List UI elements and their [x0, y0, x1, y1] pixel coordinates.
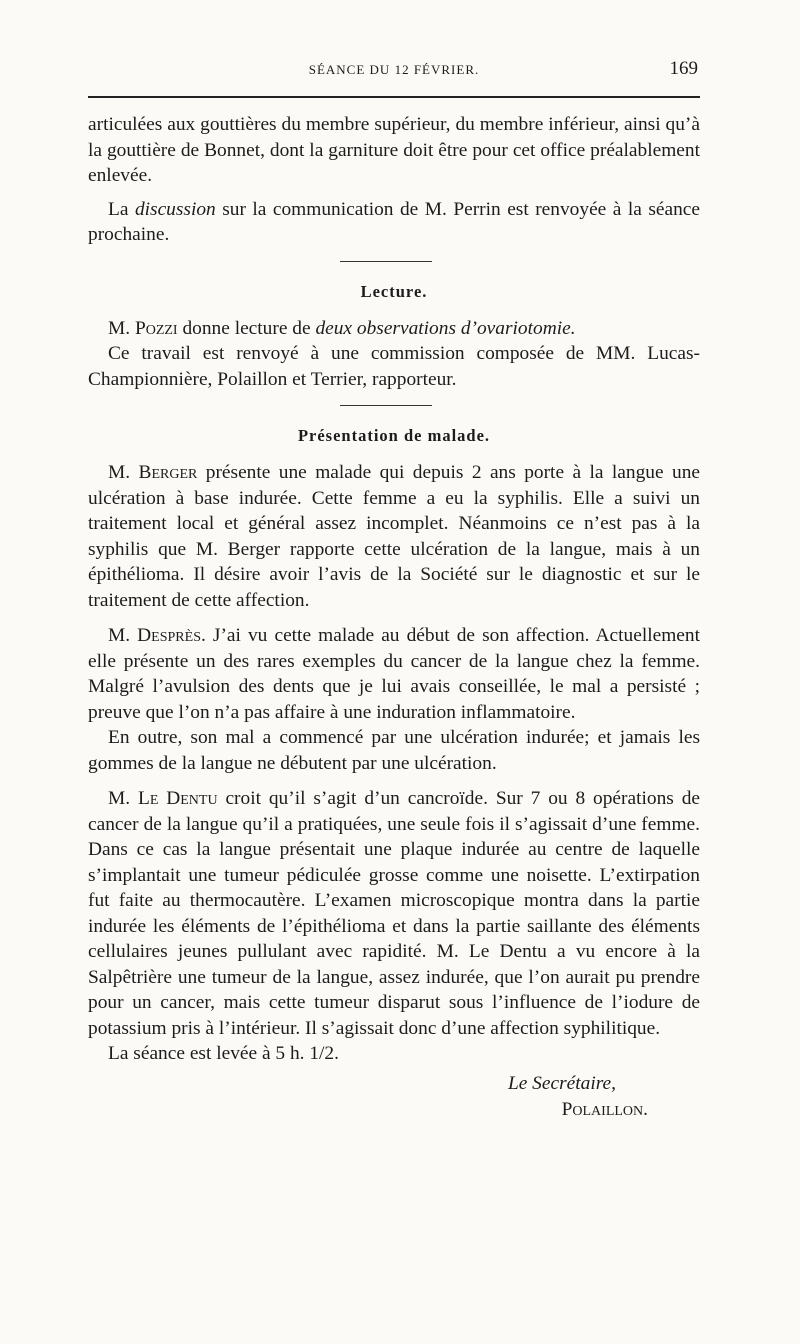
section-heading-lecture: Lecture. [360, 281, 428, 301]
signature-name: Polaillon. [561, 1098, 648, 1120]
section-divider [340, 261, 432, 262]
paragraph-pozzi: M. Pozzi donne lecture de deux observations d’ovariotomie. [108, 317, 576, 339]
section-divider [340, 405, 432, 406]
paragraph-le-dentu: M. Le Dentu croit qu’il s’agit d’un cancroïde. Sur 7 ou 8 opérations de cancer de la langue qu’il a pratiquées, une seule fois il s’agissait d’une femme. Dans ce cas la langue présentait une plaque indurée au centre de laquelle s’implantait une tumeur pédiculée grosse comme une noisette. L’extirpation fut faite au thermocautère. L’examen microscopique montra dans la partie indurée les éléments de l’épithélioma et dans la partie saillante des éléments cellulaires jeunes pullulant avec rapidité. M. Le Dentu a vu encore à la Salpêtrière une tumeur de la langue, assez indurée, que l’on aurait pu prendre pour un cancer, mais cette tumeur disparut sous l’influence de l’iodure de potassium pris à l’intérieur. Il s’agissait donc d’une affection syphilitique. [88, 788, 700, 1039]
body-text [88, 112, 700, 1123]
page-number: 169 [669, 58, 698, 79]
section-heading-presentation: Présentation de malade. [297, 426, 491, 445]
running-header [88, 58, 700, 88]
paragraph-commission: Ce travail est renvoyé à une commission composée de MM. Lucas-Championnière, Polaillon et Terrier, rapporteur. [88, 343, 700, 390]
header-rule [88, 96, 700, 98]
paragraph-continuation: articulées aux gouttières du membre supérieur, du membre inférieur, ainsi qu’à la gouttière de Bonnet, dont la garniture doit être pour cet office préalablement enlevée. [88, 114, 700, 186]
paragraph-discussion: La discussion sur la communication de M. Perrin est renvoyée à la séance prochaine. [88, 198, 700, 245]
header-title: SÉANCE DU 12 FÉVRIER. [308, 62, 480, 77]
paragraph-berger: M. Berger présente une malade qui depuis 2 ans porte à la langue une ulcération à base indurée. Cette femme a eu la syphilis. Elle a suivi un traitement local et général assez incomplet. Néanmoins ce n’est pas à la syphilis que M. Berger rapporte cette ulcération de la langue, mais à un épithélioma. Il désire avoir l’avis de la Société sur le diagnostic et sur le traitement de cette affection. [88, 462, 701, 611]
paragraph-closing: La séance est levée à 5 h. 1/2. [108, 1043, 339, 1064]
paragraph-en-outre: En outre, son mal a commencé par une ulcération indurée; et jamais les gommes de la langue ne débutent par une ulcération. [88, 727, 700, 774]
paragraph-despres: M. Desprès. J’ai vu cette malade au début de son affection. Actuellement elle présente un des rares exemples du cancer de la langue chez la femme. Malgré l’avulsion des dents que je lui avais conseillée, le mal a persisté ; preuve que l’on n’a pas affaire à une induration inflammatoire. [88, 625, 700, 723]
signature-role: Le Secrétaire, [507, 1072, 616, 1094]
